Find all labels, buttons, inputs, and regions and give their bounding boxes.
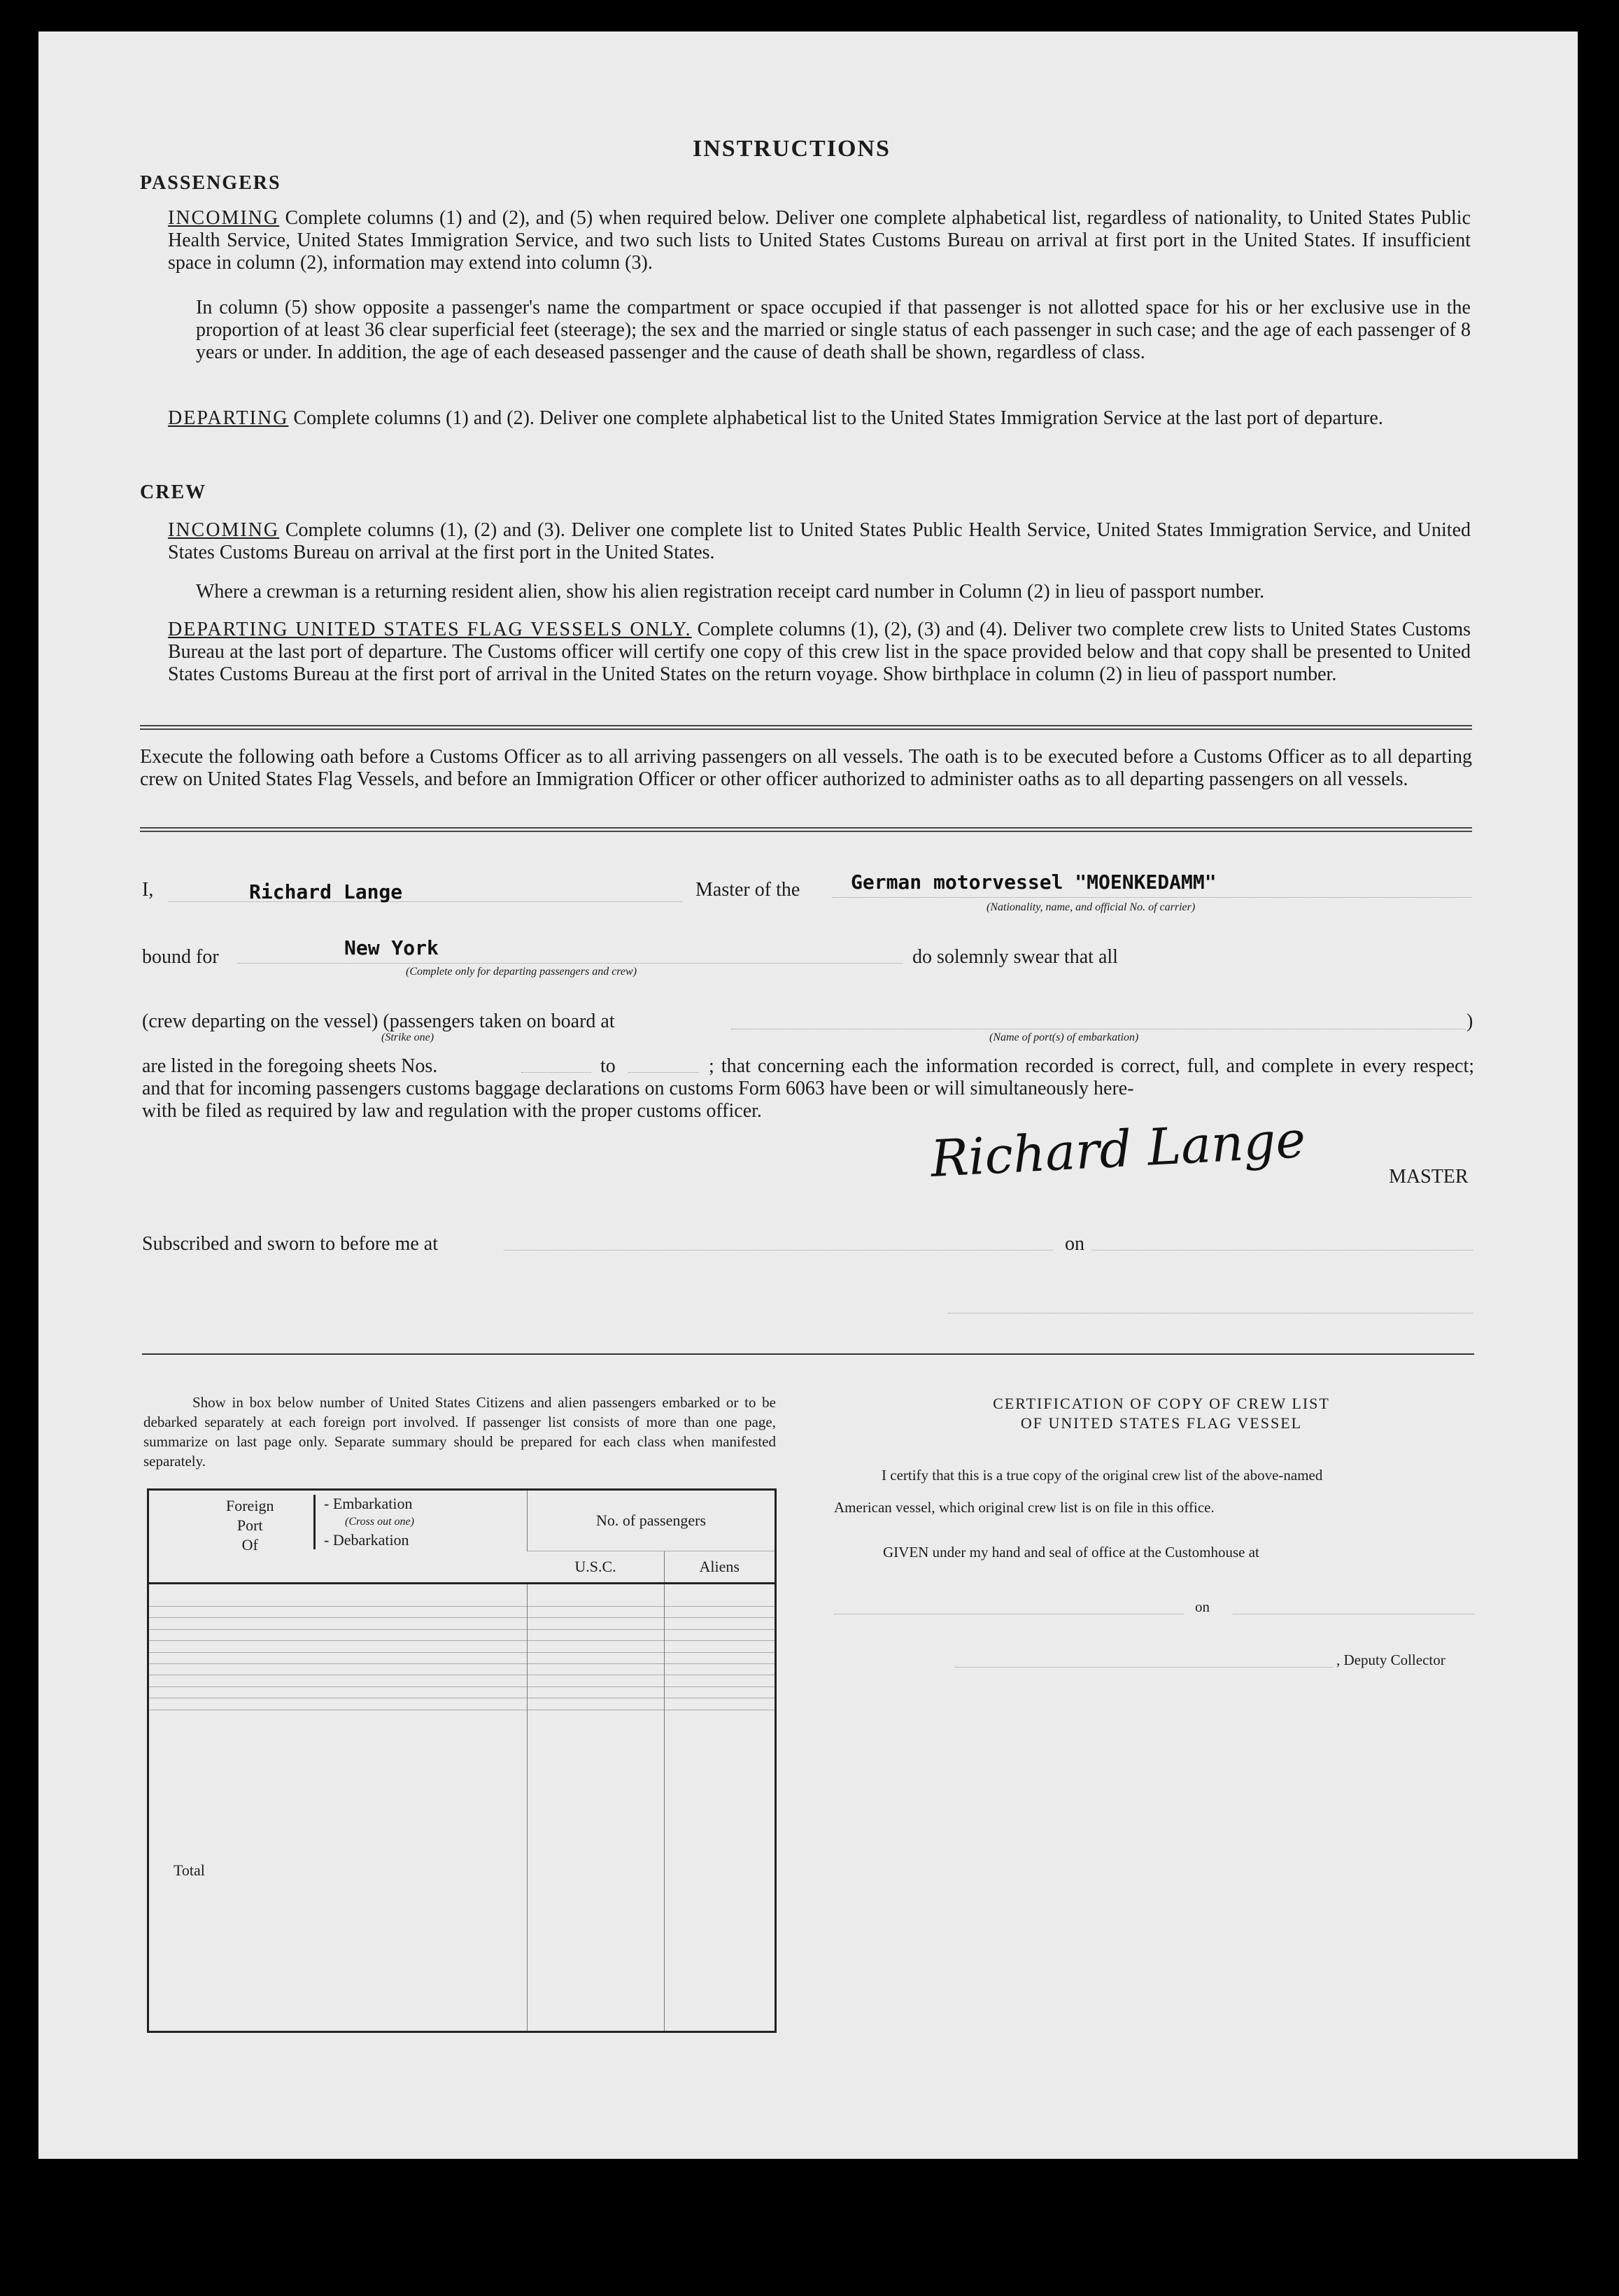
summary-row	[148, 1606, 776, 1617]
passenger-summary-table	[147, 1488, 777, 2033]
oath-i-label: I,	[142, 879, 154, 901]
deputy-collector-label: , Deputy Collector	[1336, 1651, 1445, 1668]
strike-caption: (Strike one)	[381, 1031, 434, 1043]
summary-row	[148, 1675, 776, 1686]
summary-row	[148, 1663, 776, 1675]
total-label: Total	[148, 1710, 528, 2031]
crew-departing-paragraph	[168, 619, 1471, 686]
crew-incoming-paragraph	[168, 519, 1471, 564]
close-paren: )	[1466, 1010, 1473, 1032]
subscribed-on-label: on	[1065, 1233, 1084, 1255]
certification-heading-line-2: OF UNITED STATES FLAG VESSEL	[1020, 1414, 1303, 1432]
oath-intro: Execute the following oath before a Customs Officer as to all arriving passengers on all vessels. The oath is to be executed before a Customs Officer as to all departing crew on United States Flag Vessels, and before an Immigration Officer or other officer authorized to administer oaths as to all departing passengers on all vessels.	[140, 746, 1472, 790]
of-word: Of	[241, 1536, 258, 1554]
embarkation-port-caption: (Name of port(s) of embarkation)	[989, 1031, 1139, 1043]
summary-header-row	[148, 1490, 776, 1551]
master-label: MASTER	[1389, 1166, 1469, 1188]
subscribed-place-line	[504, 1250, 1053, 1251]
destination: New York	[344, 936, 439, 959]
certification-on-label: on	[1195, 1598, 1210, 1615]
listed-text-3: with be filed as required by law and regulation with the proper customs officer.	[142, 1100, 762, 1122]
summary-total-row	[148, 1710, 776, 2031]
to-label: to	[600, 1055, 616, 1077]
certification-heading	[910, 1394, 1413, 1433]
bound-for-label: bound for	[142, 946, 219, 968]
embark-debark-labels	[324, 1495, 414, 1549]
aliens-header: Aliens	[664, 1551, 776, 1584]
embarkation-option: - Embarkation	[324, 1495, 413, 1512]
passengers-incoming-paragraph	[168, 207, 1471, 274]
port-bracket	[313, 1495, 316, 1549]
summary-row	[148, 1584, 776, 1607]
vessel-caption: (Nationality, name, and official No. of carrier)	[987, 901, 1196, 913]
port-word: Port	[236, 1516, 263, 1534]
passengers-incoming-text: Complete columns (1) and (2), and (5) when required below. Deliver one complete alphabetical list, regardless of nationality, to United States Public Health Service, United States Immigration Service, and two such lists to United States Customs Bureau on arrival at first port in the United States. If insufficient space in column (2), information may extend into column (3).	[168, 207, 1471, 274]
destination-caption: (Complete only for departing passengers and crew)	[406, 966, 637, 978]
subscribed-date-line	[1091, 1250, 1473, 1251]
destination-line	[238, 963, 903, 964]
summary-row	[148, 1686, 776, 1698]
page-title: INSTRUCTIONS	[693, 136, 891, 162]
foreign-word: Foreign	[226, 1497, 274, 1514]
crew-incoming-label: INCOMING	[168, 519, 280, 541]
passengers-heading: PASSENGERS	[140, 172, 281, 194]
crew-heading: CREW	[140, 481, 207, 503]
summary-instructions: Show in box below number of United States Citizens and alien passengers embarked or to be debarked separately at each foreign port involved. If passenger list consists of more than one page, summarize on last page only. Separate summary should be prepared for each class when manifested separately.	[143, 1394, 776, 1470]
certify-line-2: American vessel, which original crew list is on file in this office.	[834, 1499, 1215, 1516]
listed-text-2: ; that concerning each the information recorded is correct, full, and complete in every respect; and that for incoming passengers customs baggage declarations on customs Form 6063 have been or will simultaneously here-	[142, 1055, 1474, 1099]
section-divider	[140, 725, 1472, 730]
crew-incoming-text: Complete columns (1), (2) and (3). Deliver one complete list to United States Public Health Service, United States Immigration Service, and United States Customs Bureau on arrival at the first port in the United States.	[168, 519, 1471, 563]
summary-row	[148, 1618, 776, 1629]
summary-row	[148, 1698, 776, 1710]
passengers-departing-text: Complete columns (1) and (2). Deliver one complete alphabetical list to the United States Immigration Service at the last port of departure.	[293, 407, 1383, 429]
deputy-collector-line	[955, 1667, 1333, 1668]
crew-resident-paragraph: Where a crewman is a returning resident alien, show his alien registration receipt card number in Column (2) in lieu of passport number.	[196, 581, 1265, 603]
listed-text-1: are listed in the foregoing sheets Nos.	[142, 1055, 438, 1077]
debarkation-option: - Debarkation	[324, 1531, 409, 1549]
master-name: Richard Lange	[249, 880, 403, 903]
master-of-label: Master of the	[695, 879, 800, 901]
crew-departing-text: Complete columns (1), (2), (3) and (4). Deliver two complete crew lists to United States Customs Bureau at the last port of departure. The Customs officer will certify one copy of this crew list in the space provided below and that copy shall be presented to United States Customs Bureau at the first port of arrival in the United States on the return voyage. Show birthplace in column (2) in lieu of passport number.	[168, 619, 1471, 685]
summary-row	[148, 1629, 776, 1640]
certification-heading-line-1: CERTIFICATION OF COPY OF CREW LIST	[993, 1395, 1330, 1412]
vessel-name: German motorvessel "MOENKEDAMM"	[851, 871, 1217, 894]
swear-text: do solemnly swear that all	[912, 946, 1118, 968]
usc-header: U.S.C.	[528, 1551, 665, 1584]
passengers-departing-label: DEPARTING	[168, 407, 289, 429]
summary-divider	[142, 1353, 1474, 1355]
vessel-line	[833, 897, 1472, 898]
cross-out-note: (Cross out one)	[345, 1516, 414, 1528]
certify-line-1: I certify that this is a true copy of the original crew list of the above-named	[882, 1467, 1323, 1484]
port-header-cell	[148, 1490, 528, 1584]
oath-divider	[140, 827, 1472, 832]
foreign-port-of-label	[226, 1496, 274, 1555]
subscribed-label: Subscribed and sworn to before me at	[142, 1233, 438, 1255]
crew-departing-label: DEPARTING UNITED STATES FLAG VESSELS ONLY.	[168, 619, 692, 640]
no-of-passengers-header: No. of passengers	[528, 1490, 776, 1551]
summary-row	[148, 1652, 776, 1663]
crew-passengers-text: (crew departing on the vessel) (passengers taken on board at	[142, 1010, 615, 1032]
summary-row	[148, 1641, 776, 1652]
master-name-line	[168, 901, 682, 902]
master-signature: Richard Lange	[929, 1110, 1307, 1188]
passengers-departing-paragraph	[168, 407, 1471, 430]
passengers-column5-paragraph: In column (5) show opposite a passenger's name the compartment or space occupied if that passenger is not allotted space for his or her exclusive use in the proportion of at least 36 clear superficial feet (steerage); the sex and the married or single status of each passenger in such case; and the age of each passenger of 8 years or under. In addition, the age of each deseased passenger and the cause of death shall be shown, regardless of class.	[196, 297, 1471, 363]
given-line: GIVEN under my hand and seal of office at the Customhouse at	[883, 1544, 1259, 1561]
passengers-incoming-label: INCOMING	[168, 207, 280, 229]
